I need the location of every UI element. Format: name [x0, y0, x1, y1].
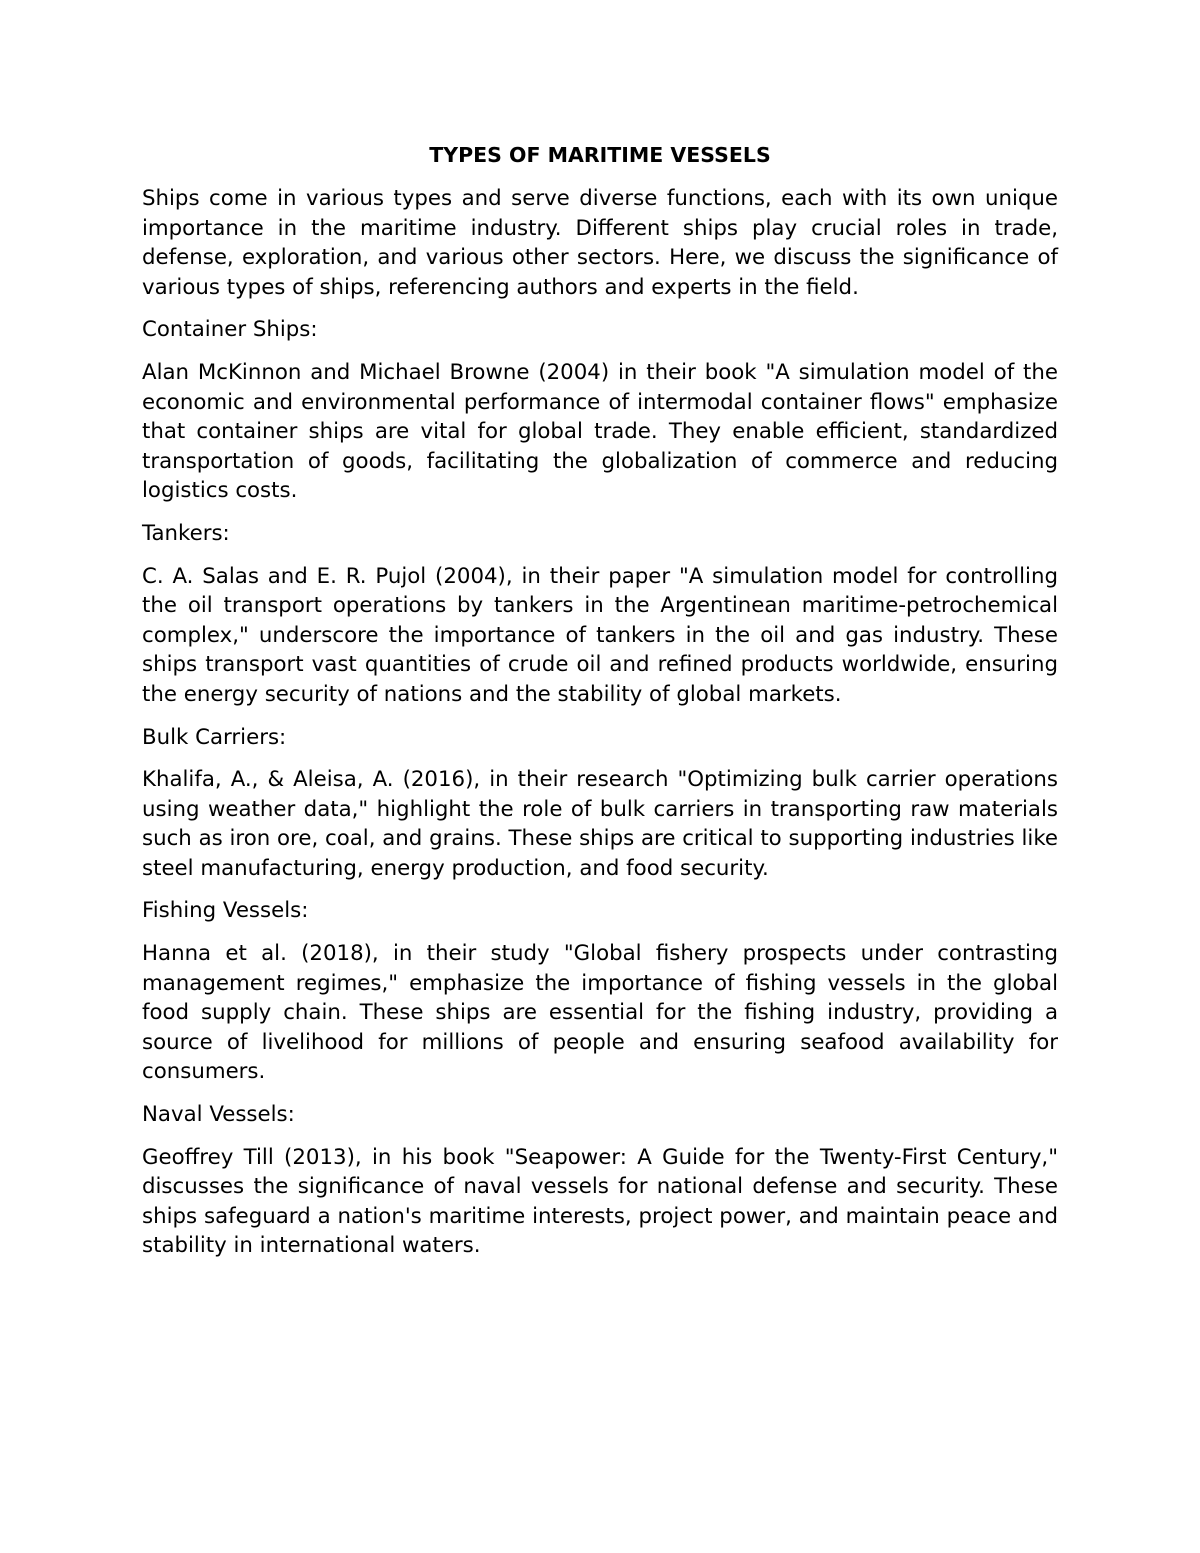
section-heading-container-ships: Container Ships:	[142, 317, 318, 343]
section-body-fishing-vessels: Hanna et al. (2018), in their study "Global fishery prospects under contrasting management regimes," emphasize the importance of fishing vessels in the global food supply chain. These ships are essential for the fishing industry, providing a source of livelihood for millions of people and ensuring seafood availability for consumers.	[142, 941, 1058, 1085]
section-body-container-ships: Alan McKinnon and Michael Browne (2004) in their book "A simulation model of the economic and environmental performance of intermodal container flows" emphasize that container ships are vital for global trade. They enable efficient, standardized transportation of goods, facilitating the globalization of commerce and reducing logistics costs.	[142, 359, 1058, 504]
section-body-tankers: C. A. Salas and E. R. Pujol (2004), in their paper "A simulation model for controlling the oil transport operations by tankers in the Argentinean maritime-petrochemical complex," underscore the importance of tankers in the oil and gas industry. These ships transport vast quantities of crude oil and refined products worldwide, ensuring the energy security of nations and the stability of global markets.	[142, 563, 1058, 707]
section-heading-tankers: Tankers:	[142, 520, 230, 546]
section-heading-naval-vessels: Naval Vessels:	[142, 1102, 295, 1128]
section-heading-fishing-vessels: Fishing Vessels:	[142, 898, 309, 924]
section-body-naval-vessels: Geoffrey Till (2013), in his book "Seapower: A Guide for the Twenty-First Century," discusses the significance of naval vessels for national defense and security. These ships safeguard a nation's maritime interests, project power, and maintain peace and stability in international waters.	[142, 1144, 1058, 1259]
section-body-bulk-carriers: Khalifa, A., & Aleisa, A. (2016), in their research "Optimizing bulk carrier operations using weather data," highlight the role of bulk carriers in transporting raw materials such as iron ore, coal, and grains. These ships are critical to supporting industries like steel manufacturing, energy production, and food security.	[142, 767, 1058, 881]
document-content	[142, 140, 1058, 1274]
section-heading-bulk-carriers: Bulk Carriers:	[142, 724, 287, 750]
intro-paragraph: Ships come in various types and serve diverse functions, each with its own unique importance in the maritime industry. Different ships play crucial roles in trade, defense, exploration, and various other sectors. Here, we discuss the significance of various types of ships, referencing authors and experts in the field.	[142, 186, 1058, 300]
document-title: TYPES OF MARITIME VESSELS	[429, 143, 771, 167]
